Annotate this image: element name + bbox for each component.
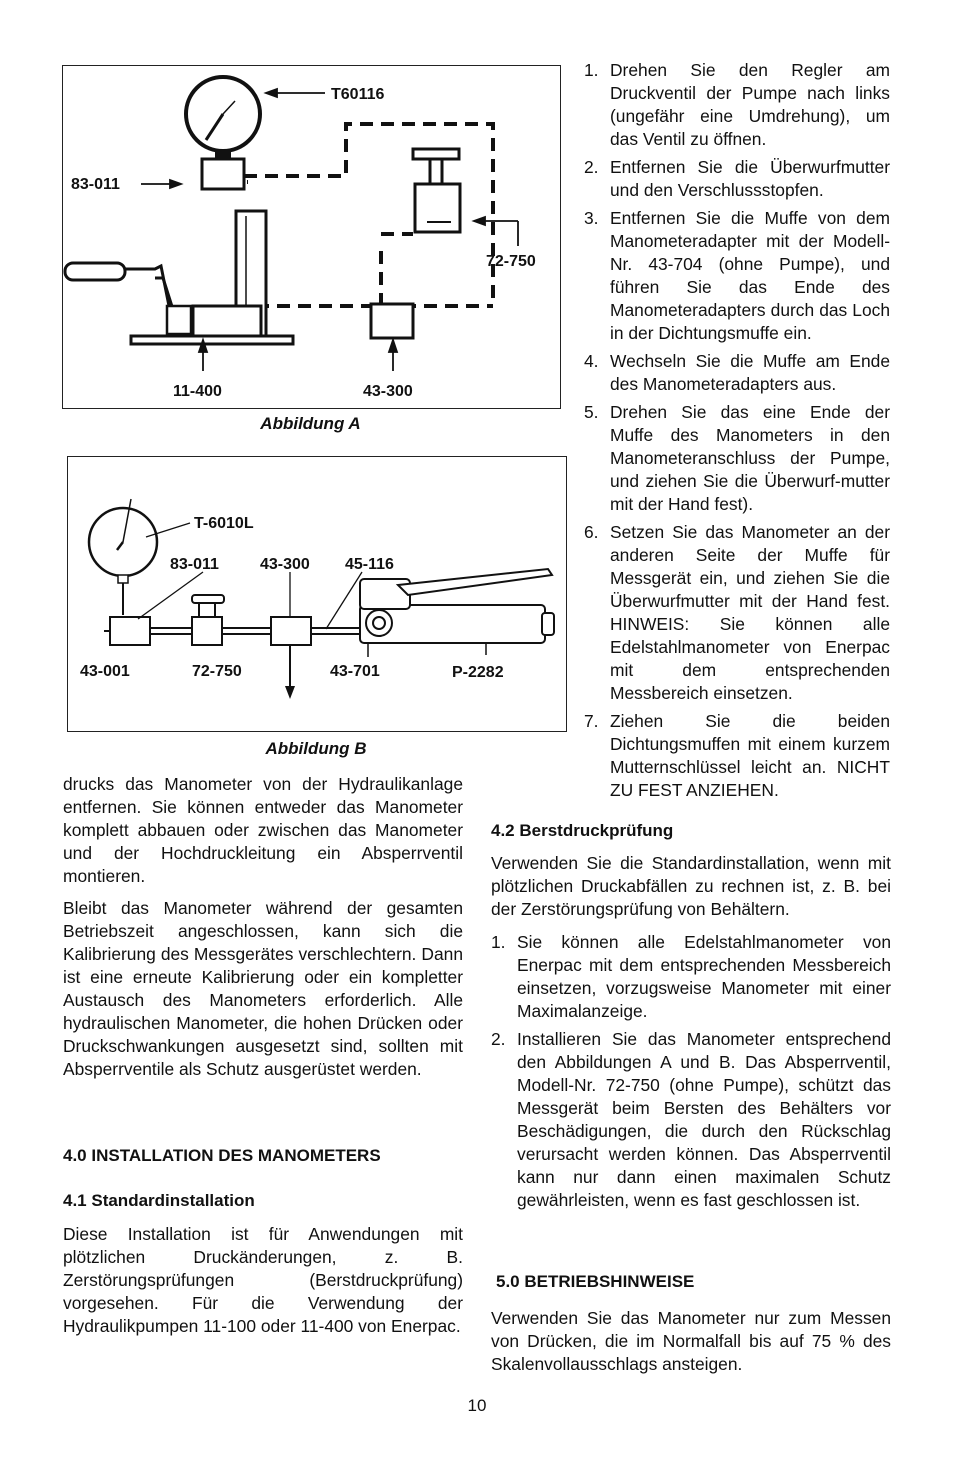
step-item: 5. Drehen Sie das eine Ende der Muffe des Manometers in den Manometeranschluss der Pumpe, und ziehen Sie die Überwurf-mutter mit der Hand fest). bbox=[584, 402, 890, 514]
coupler-block bbox=[110, 617, 150, 645]
label-b-fitting: 43-701 bbox=[330, 663, 380, 680]
figure-b bbox=[67, 456, 567, 732]
label-b-gauge: T-6010L bbox=[194, 515, 254, 532]
right-paragraph-4-2: Verwenden Sie die Standardinstallation, wenn mit plötzlichen Druckabfällen zu rechnen ist, z. B. bei der Zerstörungsprüfung von Behältern. bbox=[491, 853, 891, 919]
figure-b-diagram bbox=[68, 457, 566, 731]
figure-a-caption: Abbildung A bbox=[260, 414, 361, 433]
heading-4-1: 4.1 Standardinstallation bbox=[63, 1191, 255, 1210]
label-valve: 72-750 bbox=[486, 253, 536, 270]
step-item: 7. Ziehen Sie die beiden Dichtungsmuffen mit einem kurzem Mutternschlüssel leicht an. NICHT ZU FEST ANZIEHEN. bbox=[584, 711, 890, 800]
page-number: 10 bbox=[467, 1396, 487, 1415]
label-adapter: 83-011 bbox=[71, 176, 120, 193]
label-b-pump: P-2282 bbox=[452, 664, 504, 681]
label-b-tee: 43-300 bbox=[260, 556, 310, 573]
valve-b-body bbox=[192, 617, 222, 645]
pump-b-handle bbox=[398, 569, 552, 595]
step-item: 1. Drehen Sie den Regler am Druckventil der Pumpe nach links (ungefähr eine Umdrehung), um das Ventil zu öffnen. bbox=[584, 60, 890, 149]
right-paragraph-5-0: Verwenden Sie das Manometer nur zum Messen von Drücken, die im Normalfall bis auf 75 % des Skalenvollausschlags ansteigen. bbox=[491, 1308, 891, 1374]
heading-4-2: 4.2 Berstdruckprüfung bbox=[491, 821, 674, 840]
figure-a-diagram bbox=[63, 66, 560, 408]
step-item: 4. Wechseln Sie die Muffe am Ende des Manometeradapters aus. bbox=[584, 351, 890, 394]
heading-4-0: 4.0 INSTALLATION DES MANOMETERS bbox=[63, 1146, 381, 1165]
steps-burst-test bbox=[491, 931, 891, 1217]
tee-block bbox=[371, 304, 413, 338]
figure-a bbox=[62, 65, 561, 409]
step-item: 3. Entfernen Sie die Muffe von dem Manometeradapter mit der Modell-Nr. 43-704 (ohne Pumpe), und führen Sie das Ende des Manometeradapters durch das Loch in der Dichtungsmuffe ein. bbox=[584, 208, 890, 343]
step-item: 2. Entfernen Sie die Überwurfmutter und den Verschlussstopfen. bbox=[584, 157, 890, 200]
steps-installation bbox=[584, 59, 890, 807]
adapter-block bbox=[202, 159, 244, 189]
step-item: 6. Setzen Sie das Manometer an der anderen Seite der Muffe für Messgerät ein, und ziehen Sie die Überwurfmutter mit der Hand fest. HINWEIS: Sie können alle Edelstahlmanometer von Enerpac mit dem entsprechenden Messbereich einsetzen. bbox=[584, 522, 890, 703]
left-paragraph-1: drucks das Manometer von der Hydraulikanlage entfernen. Sie können entweder das Manometer komplett abbauen oder zwischen das Manometer und der Hochdruckleitung ein Absperrventil montieren. bbox=[63, 774, 463, 886]
label-b-valve: 72-750 bbox=[192, 663, 242, 680]
figure-b-caption: Abbildung B bbox=[265, 739, 367, 758]
label-b-coupler: 43-001 bbox=[80, 663, 130, 680]
left-paragraph-2: Bleibt das Manometer während der gesamten Betriebszeit angeschlossen, kann sich die Kalibrierung des Messgerätes verschlechtern. Dann ist eine erneute Kalibrierung oder ein kompletter Austausch des Manometers erforderlich. Alle hydraulischen Manometer, die hohen Drücken oder Druckschwankungen ausgesetzt sind, sollten mit Absperrventile als Schutz ausgerüstet werden. bbox=[63, 898, 463, 1079]
label-tee: 43-300 bbox=[363, 383, 413, 400]
tee-b-block bbox=[271, 617, 311, 645]
step-item: 2. Installieren Sie das Manometer entsprechend den Abbildungen A und B. Das Absperrventil, Modell-Nr. 72-750 (ohne Pumpe), schützt das Messgerät beim Bersten des Behälters vor Beschädigungen, die durch den Rückschlag verursacht werden können. Das Absperrventil kann nur dann einen maximalen Schutz gewährleisten, wenn es fast geschlossen ist. bbox=[491, 1029, 891, 1210]
heading-5-0: 5.0 BETRIEBSHINWEISE bbox=[496, 1272, 695, 1291]
valve-body bbox=[415, 184, 460, 232]
label-b-adapter: 83-011 bbox=[170, 556, 219, 573]
step-item: 1. Sie können alle Edelstahlmanometer von Enerpac mit dem entsprechenden Messbereich einsetzen, vorzugsweise Manometer mit einer Maximalanzeige. bbox=[491, 932, 891, 1021]
label-pump: 11-400 bbox=[173, 383, 222, 400]
label-b-hose: 45-116 bbox=[345, 556, 394, 573]
left-paragraph-3: Diese Installation ist für Anwendungen mit plötzlichen Druckänderungen, z. B. Zerstörungsprüfungen (Berstdruckprüfung) vorgesehen. Für die Verwendung der Hydraulikpumpen 11-100 oder 11-400 von Enerpac. bbox=[63, 1224, 463, 1336]
pump-handle-grip bbox=[65, 263, 125, 280]
label-gauge: T60116 bbox=[331, 86, 385, 103]
